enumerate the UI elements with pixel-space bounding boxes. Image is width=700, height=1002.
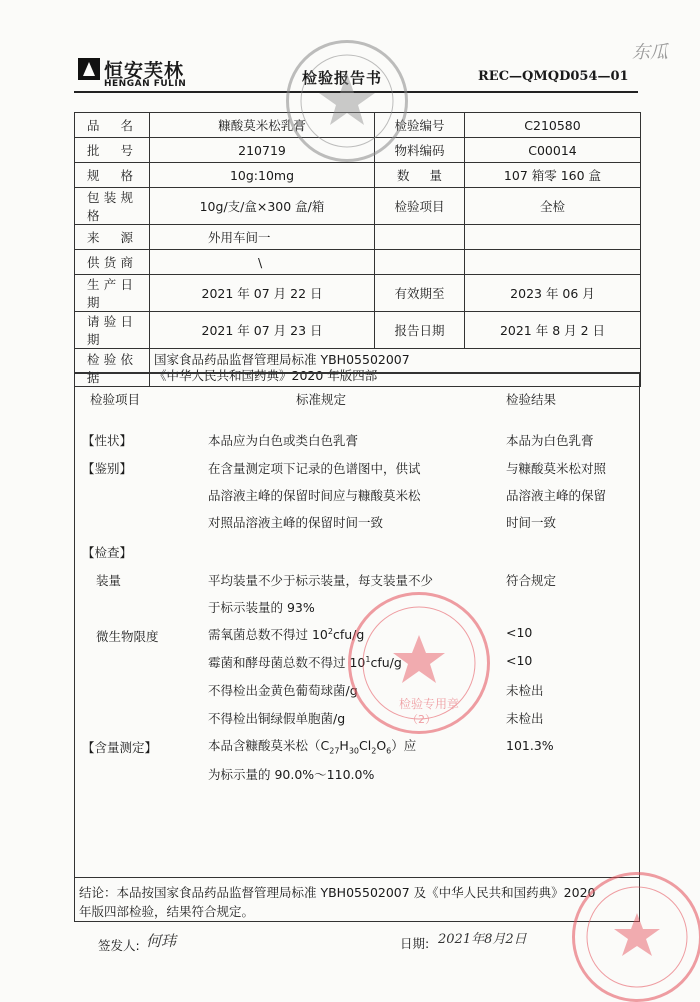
supplier-value: \ [150,250,375,275]
microbial-standard-4: 不得检出铜绿假单胞菌/g [208,711,346,726]
table-row [75,163,641,188]
identification-result-1: 与糠酸莫米松对照 [506,461,607,476]
table-row [75,225,641,250]
identification-standard-2: 品溶液主峰的保留时间应与糠酸莫米松 [208,488,421,503]
appearance-result: 本品为白色乳膏 [506,433,594,448]
assay-label: 【含量测定】 [82,740,158,755]
table-row [75,275,641,312]
product-value: 糠酸莫米松乳膏 [150,113,375,138]
qty-value: 107 箱零 160 盒 [465,163,641,188]
qty-label: 数 量 [375,163,465,188]
seal-star-icon [319,73,375,125]
supplier-label: 供货商 [75,250,150,275]
identification-result-3: 时间一致 [506,515,557,530]
fill-standard-2: 于标示装量的 93% [208,600,315,615]
prod-date-label: 生产日期 [75,275,150,312]
fill-standard-1: 平均装量不少于标示装量，每支装量不少 [208,573,434,588]
microbial-result-2: <10 [506,653,533,668]
report-date-value: 2021 年 8 月 2 日 [465,312,641,349]
microbial-standard-3: 不得检出金黄色葡萄球菌/g [208,683,358,698]
appearance-label: 【性状】 [82,433,133,448]
assay-result: 101.3% [506,738,554,753]
assay-standard-1: 本品含糠酸莫米松$(C_{27}H_{30}Cl_2O_6)$应 [208,738,417,756]
col-header-standard: 标准规定 [296,392,347,407]
req-date-value: 2021 年 07 月 23 日 [150,312,375,349]
seal-star-icon [393,635,445,683]
issuer-label: 签发人: [98,938,140,953]
basis-line-2: 《中华人民共和国药典》2020 年版四部 [154,367,378,383]
assay-standard-2: 为标示量的 90.0%～110.0% [208,767,375,782]
handwritten-corner-note: 东瓜 [632,42,668,63]
quality-seal-red-corner [572,872,700,1002]
appearance-standard: 本品应为白色或类白色乳膏 [208,433,359,448]
identification-standard-1: 在含量测定项下记录的色谱图中，供试 [208,461,421,476]
conclusion-divider [75,877,639,878]
document-title: 检验报告书 [302,69,383,87]
date-signature: 2021年8月2日 [438,932,527,947]
seal-star-icon [614,913,660,956]
basis-label: 检验依据 [75,349,150,387]
conclusion-line-2: 年版四部检验，结果符合规定。 [79,904,255,919]
spec-label: 规 格 [75,163,150,188]
material-value: C00014 [465,138,641,163]
seal-center-text: 检验专用章 [399,697,460,711]
pack-value: 10g/支/盒×300 盒/箱 [150,188,375,225]
company-logo-icon [78,58,100,80]
check-label: 【检查】 [82,545,133,560]
spec-value: 10g:10mg [150,163,375,188]
table-row [75,188,641,225]
company-name-en: HENGAN FULIN [104,79,187,89]
microbial-standard-2: 霉菌和酵母菌总数不得过 $10^1cfu/g$ [208,654,402,670]
microbial-label: 微生物限度 [96,629,159,644]
table-row [75,312,641,349]
source-value: 外用车间一 [150,225,375,250]
identification-label: 【鉴别】 [82,461,133,476]
document-code: REC—QMQD054—01 [478,69,629,84]
fill-label: 装量 [96,573,122,588]
items-label: 检验项目 [375,188,465,225]
conclusion-line-1: 结论：本品按国家食品药品监督管理局标准 YBH05502007 及《中华人民共和国药典》2020 [79,885,596,900]
report-date-label: 报告日期 [375,312,465,349]
table-row [75,250,641,275]
items-value: 全检 [465,188,641,225]
seal-number: （2） [407,713,436,726]
source-label: 来 源 [75,225,150,250]
batch-value: 210719 [150,138,375,163]
identification-result-2: 品溶液主峰的保留 [506,488,607,503]
basis-line-1: 国家食品药品监督管理局标准 YBH05502007 [154,351,410,367]
microbial-standard-1: 需氧菌总数不得过 $10^2cfu/g$ [208,626,365,642]
quality-seal-gray [286,40,408,162]
microbial-result-3: 未检出 [506,683,544,698]
batch-label: 批 号 [75,138,150,163]
col-header-result: 检验结果 [506,392,557,407]
col-header-item: 检验项目 [90,392,141,407]
fill-result: 符合规定 [506,573,557,588]
identification-standard-3: 对照品溶液主峰的保留时间一致 [208,515,384,530]
pack-label: 包装规格 [75,188,150,225]
microbial-result-1: <10 [506,625,533,640]
prod-date-value: 2021 年 07 月 22 日 [150,275,375,312]
test-no-label: 检验编号 [375,113,465,138]
microbial-result-4: 未检出 [506,711,544,726]
expiry-value: 2023 年 06 月 [465,275,641,312]
date-label: 日期: [400,936,430,951]
issuer-signature: 何玮 [146,932,177,950]
product-label: 品 名 [75,113,150,138]
expiry-label: 有效期至 [375,275,465,312]
inspection-seal-red [348,592,490,734]
company-name-cn: 恒安芙林 [104,60,185,82]
req-date-label: 请验日期 [75,312,150,349]
test-no-value: C210580 [465,113,641,138]
material-label: 物料编码 [375,138,465,163]
